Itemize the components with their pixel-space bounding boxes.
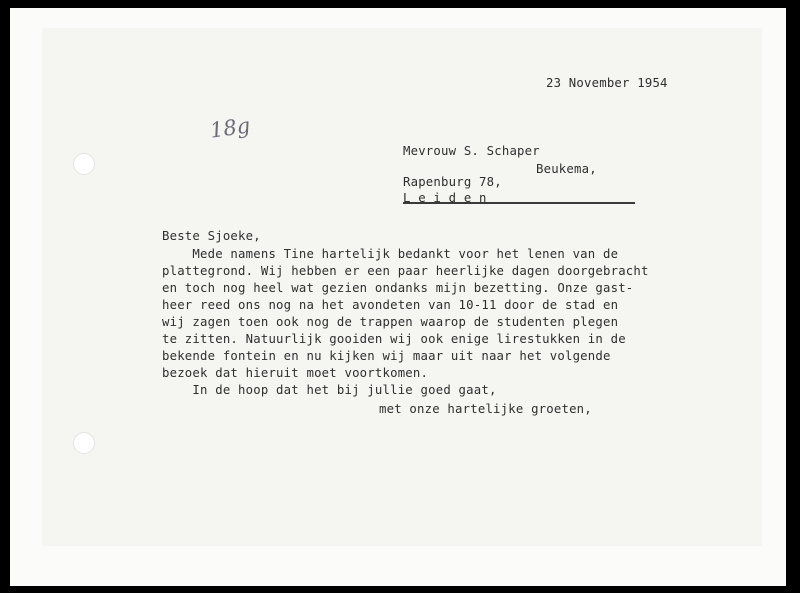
closing: met onze hartelijke groeten, bbox=[379, 402, 592, 416]
body-line: en toch nog heel wat gezien ondanks mijn bezetting. Onze gast- bbox=[162, 281, 634, 295]
punch-hole-top bbox=[73, 153, 95, 175]
address-city: L e i d e n bbox=[403, 191, 487, 205]
body-line: Mede namens Tine hartelijk bedankt voor het lenen van de bbox=[162, 247, 619, 261]
body-line: In de hoop dat het bij jullie goed gaat, bbox=[162, 383, 497, 397]
handwritten-note: 18g bbox=[208, 113, 252, 143]
body-line: bekende fontein en nu kijken wij maar uit naar het volgende bbox=[162, 349, 611, 363]
address-street: Rapenburg 78, bbox=[403, 175, 502, 189]
body-line: heer reed ons nog na het avondeten van 10-11 door de stad en bbox=[162, 298, 619, 312]
address-underline bbox=[403, 202, 635, 204]
punch-hole-bottom bbox=[73, 432, 95, 454]
body-line: te zitten. Natuurlijk gooiden wij ook enige lirestukken in de bbox=[162, 332, 626, 346]
body-line: wij zagen toen ook nog de trappen waarop de studenten plegen bbox=[162, 315, 619, 329]
salutation: Beste Sjoeke, bbox=[162, 229, 261, 243]
address-name-continued: Beukema, bbox=[536, 162, 597, 176]
letter-date: 23 November 1954 bbox=[546, 76, 668, 90]
body-line: bezoek dat hieruit moet voortkomen. bbox=[162, 366, 429, 380]
address-name: Mevrouw S. Schaper bbox=[403, 144, 540, 158]
body-line: plattegrond. Wij hebben er een paar heerlijke dagen doorgebracht bbox=[162, 264, 649, 278]
